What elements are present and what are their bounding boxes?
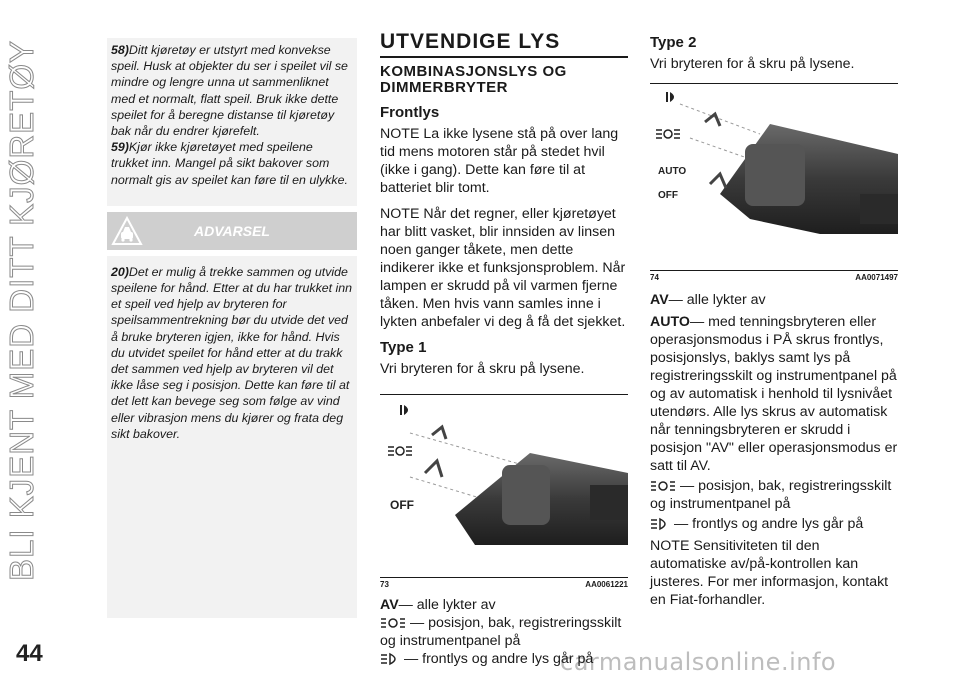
figure-code: AA0061221 — [585, 580, 628, 589]
av-text: — alle lykter av — [668, 292, 766, 308]
note-59 — [111, 139, 353, 188]
middle-column — [380, 30, 628, 668]
figure-number: 73 — [380, 580, 389, 589]
warning-box — [107, 256, 357, 618]
side-section-title: BLI KJENT MED DITT KJØRETØY — [3, 39, 40, 581]
auto-label: AUTO — [650, 314, 690, 330]
section-title: UTVENDIGE LYS — [380, 30, 628, 58]
av-text: — alle lykter av — [398, 597, 496, 613]
note-condensation: NOTE Når det regner, eller kjøretøyet har blitt vasket, blir innsiden av linsen noen ganger tåkete, men dette indikerer ikke et funksjonsproblem. Når lampen er skrudd på vil varmen fjerne tåken. Men hvis vann samles inne i lykten anbefaler vi deg å få det sjekket. — [380, 206, 626, 330]
page-number: 44 — [16, 640, 43, 667]
off-label: OFF — [658, 190, 678, 201]
figure-caption — [380, 580, 628, 589]
type2-legend — [650, 291, 898, 609]
note-text: Ditt kjøretøy er utstyrt med konvekse speil. Husk at objekter du ser i speilet vil se mindre og lengre unna ut sammenliknet med et normalt, flatt speil. Bruk ikke dette speilet for å beregne distanse til kjøretøy bak når du endrer kjørefelt. — [111, 43, 348, 139]
warning-text: Det er mulig å trekke sammen og utvide speilene for hånd. Etter at du har trukket inn et speil ved hjelp av bryteren for speilsammentrekning bør du utvide det ved å bruke bryteren igjen, ikke for hånd. Hvis du utvidet speilet for hånd etter at du trakk det sammen ved hjelp av bryteren vil det ikke låse seg i posisjon. Dette kan føre til at det lett kan bevege seg som følge av vind eller vibrasjon mens du kjører og frata deg sikt bakover. — [111, 264, 353, 441]
figure-caption — [650, 273, 898, 282]
headlight-symbol-icon — [650, 517, 670, 531]
type1-text: Vri bryteren for å skru på lysene. — [380, 361, 585, 377]
watermark: carmanualsonline.info — [560, 648, 837, 676]
parking-light-symbol-icon — [650, 479, 676, 493]
note-number: 20) — [111, 264, 129, 279]
figure-code: AA0071497 — [855, 273, 898, 282]
headlight-symbol-icon — [400, 405, 408, 415]
note-number: 59) — [111, 140, 129, 155]
warning-title: ADVARSEL — [194, 222, 270, 239]
parking-text: — posisjon, bak, registreringsskilt og instrumentpanel på — [380, 615, 622, 649]
headlight-symbol-icon — [666, 92, 674, 102]
parking-text: — posisjon, bak, registreringsskilt og instrumentpanel på — [650, 478, 892, 512]
type2-text: Vri bryteren for å skru på lysene. — [650, 56, 855, 72]
note-58 — [111, 42, 353, 139]
right-column — [650, 34, 898, 609]
lever-illustration — [380, 395, 628, 567]
frontlys-heading: Frontlys — [380, 104, 440, 121]
legend-headlight — [380, 650, 628, 668]
legend-auto — [650, 313, 898, 475]
parking-light-symbol-icon — [388, 447, 412, 455]
note-number: 58) — [111, 43, 129, 57]
parking-light-symbol-icon — [380, 616, 406, 630]
type1-heading: Type 1 — [380, 339, 427, 356]
legend-av — [650, 291, 898, 309]
figure-73 — [380, 394, 628, 589]
headlight-symbol-icon — [380, 652, 400, 666]
left-column — [107, 38, 357, 618]
auto-text: — med tenningsbryteren eller operasjonsmodus i PÅ skrus frontlys, posisjonslys, baklys samt lys på registreringsskilt og instrumentpanel på og av automatisk i henhold til lysnivået utendørs. Alle lys skrus av automatisk når tenningsbryteren er skrudd i posisjon "AV" eller operasjonsmodus er satt til AV. — [650, 314, 898, 474]
note-text: Kjør ikke kjøretøyet med speilene trukket inn. Mangel på sikt bakover som normalt gis av speilet kan føre til en ulykke. — [111, 140, 348, 187]
lever-illustration — [650, 84, 898, 260]
legend-parking — [380, 614, 628, 650]
parking-light-symbol-icon — [656, 130, 680, 138]
figure-number: 74 — [650, 273, 659, 282]
warning-car-icon — [111, 215, 143, 247]
subsection-title: KOMBINASJONSLYS OG DIMMERBRYTER — [380, 63, 567, 96]
type1-legend — [380, 596, 628, 668]
legend-av — [380, 596, 628, 614]
off-label: OFF — [390, 498, 414, 512]
note-sensitivity: NOTE Sensitiviteten til den automatiske av/på-kontrollen kan justeres. For mer informasjon, kontakt en Fiat-forhandler. — [650, 538, 889, 608]
av-label: AV — [650, 292, 669, 308]
legend-headlight — [650, 515, 898, 533]
warning-header — [107, 212, 357, 250]
av-label: AV — [380, 597, 399, 613]
headlight-text: — frontlys og andre lys går på — [404, 651, 594, 667]
warning-20 — [111, 264, 353, 442]
note-battery: NOTE La ikke lysene stå på over lang tid mens motoren står på stedet hvil (ikke i gang). Dette kan føre til at batteriet blir tomt. — [380, 126, 619, 196]
headlight-text: — frontlys og andre lys går på — [674, 516, 864, 532]
auto-label: AUTO — [658, 166, 687, 177]
notes-box — [107, 38, 357, 206]
legend-parking — [650, 477, 898, 513]
figure-74 — [650, 83, 898, 282]
type2-heading: Type 2 — [650, 34, 697, 51]
